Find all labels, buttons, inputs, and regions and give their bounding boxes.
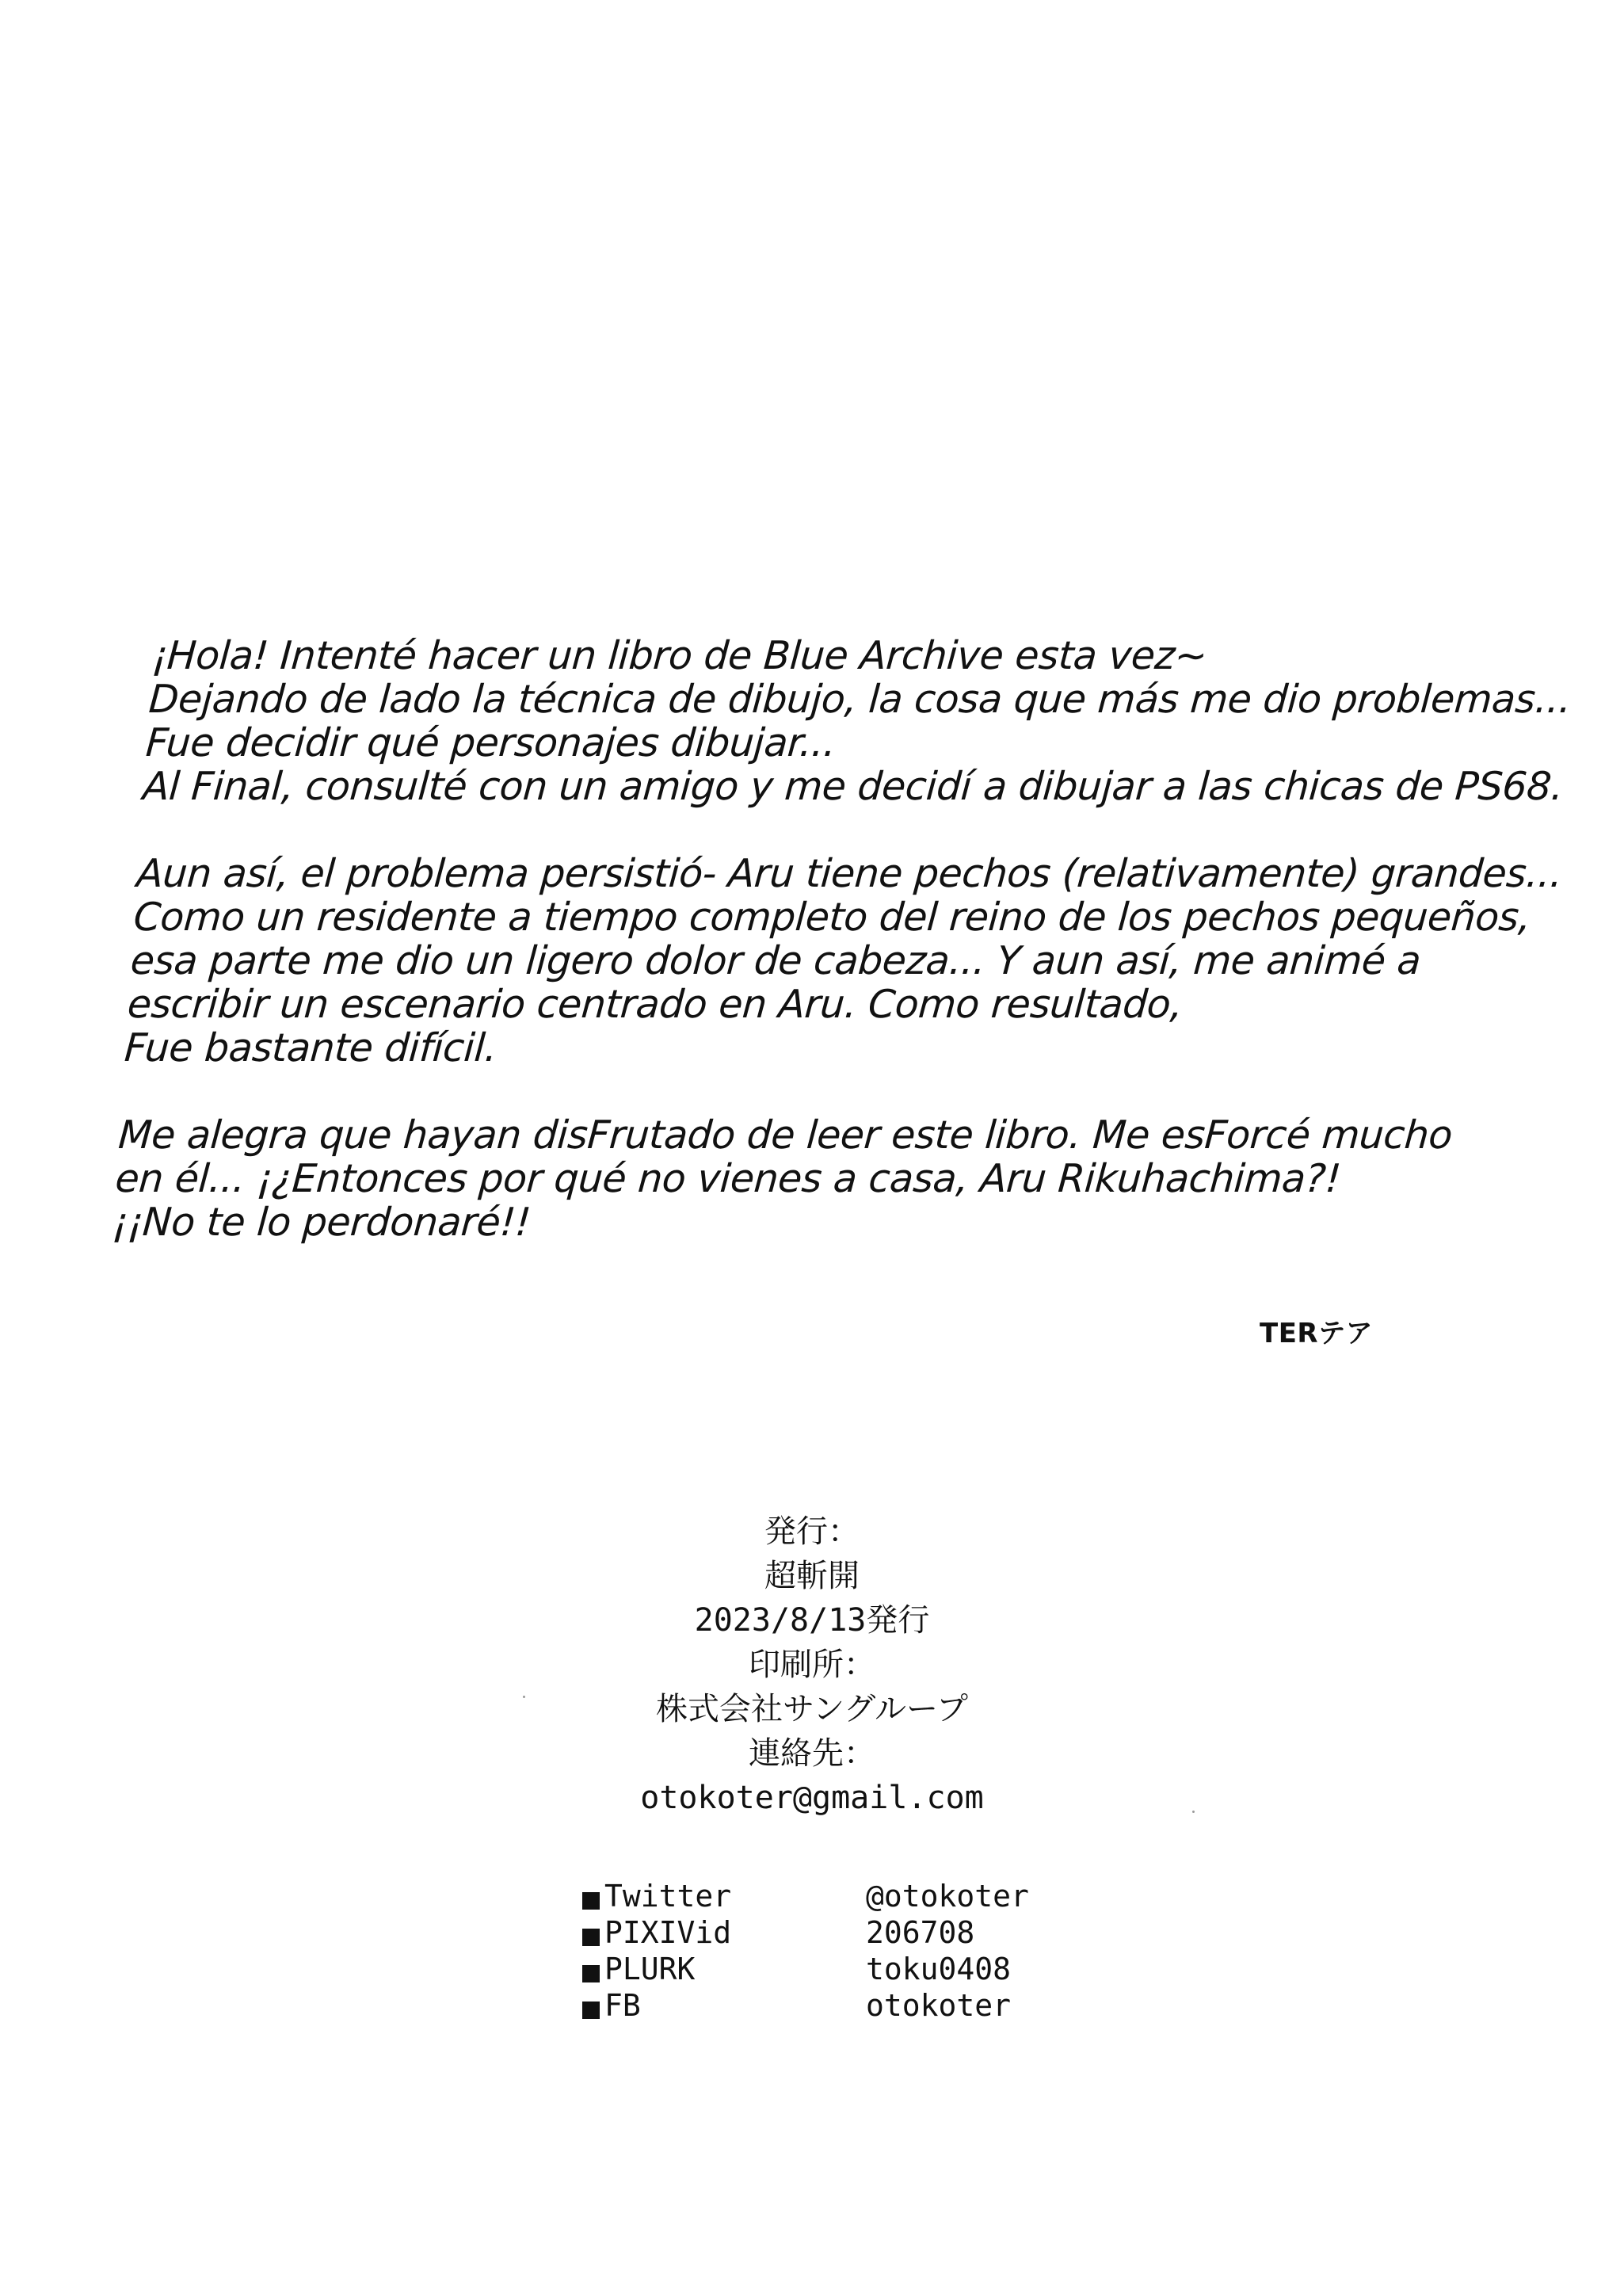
- contact-email: otokoter@gmail.com: [640, 1780, 984, 1816]
- afterword-paragraph-2: [123, 852, 1564, 1070]
- printer-label: 印刷所：: [749, 1647, 875, 1683]
- afterword-line: Fue decidir qué personajes dibujar...: [144, 720, 837, 765]
- social-label: PIXIVid: [604, 1915, 732, 1950]
- afterword-paragraph-3: [111, 1113, 1546, 1244]
- social-label: PLURK: [604, 1952, 696, 1986]
- social-row-plurk: [582, 1951, 1029, 1987]
- social-label: Twitter: [604, 1879, 732, 1914]
- afterword-line: esa parte me dio un ligero dolor de cabeza... Y aun así, me animé a: [129, 938, 1423, 983]
- social-row-pixiv: [582, 1914, 1029, 1951]
- contact-label: 連絡先：: [749, 1735, 875, 1772]
- afterword-line: Aun así, el problema persistió- Aru tiene pechos (relativamente) grandes...: [135, 851, 1564, 896]
- social-value: 206708: [866, 1915, 975, 1950]
- square-bullet-icon: [582, 2002, 600, 2019]
- afterword-line: Al Final, consulté con un amigo y me decidí a dibujar a las chicas de PS68.: [141, 764, 1565, 809]
- square-bullet-icon: [582, 1892, 600, 1910]
- afterword-text: [108, 634, 1580, 1288]
- afterword-line: ¡¡No te lo perdonaré!!: [110, 1200, 532, 1245]
- social-row-fb: [582, 1987, 1029, 2024]
- printer-name: 株式会社サングループ: [656, 1691, 968, 1727]
- square-bullet-icon: [582, 1929, 600, 1946]
- afterword-line: Fue bastante difícil.: [123, 1025, 499, 1070]
- afterword-line: escribir un escenario centrado en Aru. Como resultado,: [126, 982, 1184, 1027]
- social-row-twitter: [582, 1878, 1029, 1914]
- publication-date: 2023/8/13発行: [694, 1602, 930, 1639]
- scan-speck: [523, 1696, 525, 1698]
- afterword-line: Como un residente a tiempo completo del reino de los pechos pequeños,: [132, 895, 1532, 940]
- social-links: [582, 1878, 1029, 2024]
- author-signature: TERテア: [1260, 1318, 1374, 1349]
- scan-speck: [1192, 1811, 1195, 1813]
- afterword-line: Dejando de lado la técnica de dibujo, la cosa que más me dio problemas...: [147, 677, 1573, 722]
- social-value: toku0408: [866, 1952, 1012, 1986]
- social-label: FB: [604, 1988, 641, 2023]
- afterword-line: en él... ¡¿Entonces por qué no vienes a casa, Aru Rikuhachima?!: [113, 1156, 1343, 1201]
- social-value: @otokoter: [866, 1879, 1029, 1914]
- publisher-name: 超斬開: [764, 1558, 860, 1594]
- afterword-line: Me alegra que hayan disFrutado de leer este libro. Me esForcé mucho: [116, 1112, 1454, 1158]
- afterword-paragraph-1: [141, 634, 1579, 808]
- social-value: otokoter: [866, 1988, 1012, 2023]
- afterword-line: ¡Hola! Intenté hacer un libro de Blue Archive esta vez~: [150, 633, 1209, 678]
- square-bullet-icon: [582, 1965, 600, 1982]
- publisher-label: 発行：: [764, 1513, 860, 1550]
- colophon: [0, 1509, 1624, 1820]
